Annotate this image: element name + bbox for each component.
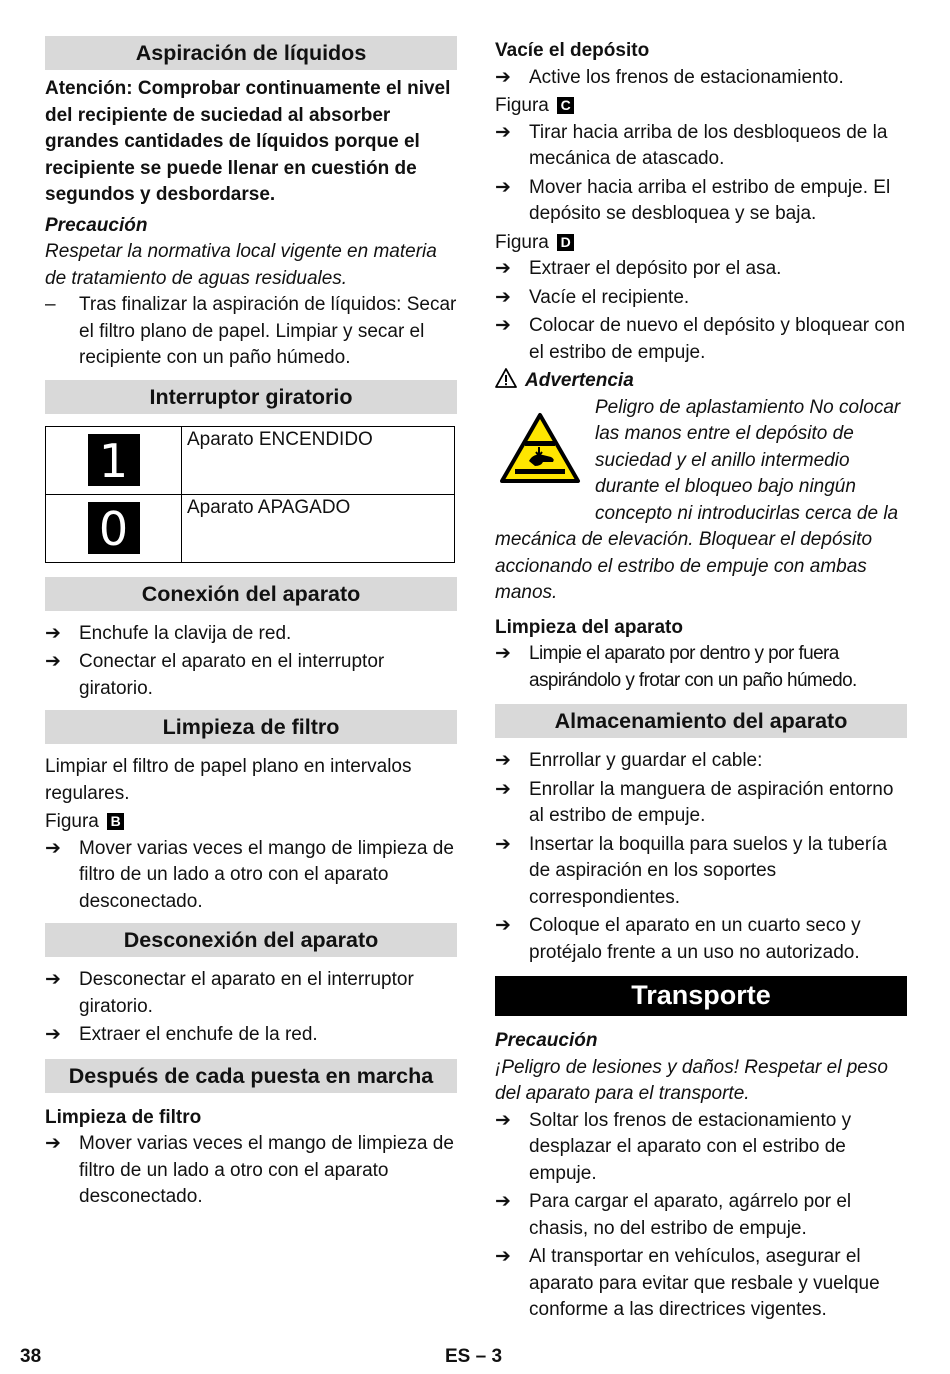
figure-label: Figura (495, 231, 549, 253)
arrow-right-icon: ➔ (495, 315, 511, 336)
list-item (495, 65, 907, 92)
list-item-text: Mover hacia arriba el estribo de empuje. El depósito se desbloquea y se baja. (529, 176, 891, 224)
list-item-text: Enchufe la clavija de red. (79, 622, 292, 644)
list-item-text: Limpie el aparato por dentro y por fuera aspirándolo y frotar con un paño húmedo. (529, 643, 857, 691)
warning-label: Advertencia (525, 370, 634, 391)
figure-reference (495, 230, 907, 257)
arrow-right-icon: ➔ (45, 837, 61, 859)
section-heading-desconexion: Desconexión del aparato (45, 923, 457, 957)
arrow-right-icon: ➔ (495, 176, 511, 198)
list-item (45, 649, 457, 702)
list-item-text: Enrollar la manguera de aspiración entorno al estribo de empuje. (529, 778, 894, 826)
section-heading-almacenamiento: Almacenamiento del aparato (495, 704, 907, 738)
dash-bullet: – (45, 294, 56, 315)
list-item (495, 777, 907, 830)
list-item-text: Extraer el depósito por el asa. (529, 258, 782, 279)
list-item-text: Para cargar el aparato, agárrelo por el chasis, no del estribo de empuje. (529, 1191, 852, 1239)
arrow-right-icon: ➔ (45, 1133, 61, 1154)
warning-text: Peligro de aplastamiento No colocar las manos entre el depósito de suciedad y el anillo intermedio durante el bloqueo bajo ningún concepto ni introducirlas cerca de la mecánica de elevación. Bloquear el depósito accionando el estribo de empuje con ambas manos. (495, 396, 901, 603)
list-item-text: Extraer el enchufe de la red. (79, 1024, 318, 1045)
switch-off-symbol: 0 (88, 502, 140, 554)
switch-label-cell: Aparato ENCENDIDO (182, 426, 455, 494)
arrow-right-icon: ➔ (495, 643, 511, 664)
hand-crush-hazard-icon (495, 403, 585, 511)
caution-label: Precaución (45, 214, 148, 236)
list-item-text: Colocar de nuevo el depósito y bloquear con el estribo de empuje. (529, 315, 906, 363)
list-item-text: Mover varias veces el mango de limpieza de filtro de un lado a otro con el aparato desconectado. (79, 1133, 454, 1207)
list-item-text: Soltar los frenos de estacionamiento y desplazar el aparato con el estribo de empuje. (529, 1109, 852, 1184)
list-item (495, 1189, 907, 1242)
warning-triangle-icon (495, 368, 517, 388)
list-item-text: Enrrollar y guardar el cable: (529, 750, 763, 771)
section-heading-despues: Después de cada puesta en marcha (45, 1059, 457, 1093)
list-item (45, 1022, 457, 1049)
list-item (495, 175, 907, 228)
warning-heading (495, 368, 907, 395)
section-heading-aspiracion: Aspiración de líquidos (45, 36, 457, 70)
left-column (45, 36, 457, 1213)
list-item (495, 256, 907, 283)
switch-on-symbol: 1 (88, 434, 140, 486)
list-item-text: Vacíe el recipiente. (529, 286, 690, 308)
figure-letter-badge: C (557, 97, 574, 114)
switch-table (45, 426, 455, 563)
arrow-right-icon: ➔ (495, 750, 511, 771)
filter-text: Limpiar el filtro de papel plano en intervalos regulares. (45, 756, 412, 804)
table-row (46, 426, 455, 494)
list-item (495, 313, 907, 366)
arrow-right-icon: ➔ (495, 121, 511, 143)
language-page-indicator: ES – 3 (445, 1346, 503, 1367)
subheading-vacie: Vacíe el depósito (495, 40, 650, 61)
arrow-right-icon: ➔ (45, 622, 61, 644)
arrow-right-icon: ➔ (495, 778, 511, 800)
list-item-text: Active los frenos de estacionamiento. (529, 66, 844, 88)
arrow-right-icon: ➔ (495, 1246, 511, 1267)
arrow-right-icon: ➔ (495, 258, 511, 279)
warning-block (495, 395, 907, 607)
figure-label: Figura (45, 811, 99, 832)
arrow-right-icon: ➔ (45, 651, 61, 672)
switch-symbol-cell (46, 426, 182, 494)
section-heading-limpieza-filtro: Limpieza de filtro (45, 710, 457, 744)
section-heading-interruptor: Interruptor giratorio (45, 380, 457, 414)
list-item (495, 1108, 907, 1188)
list-item (45, 621, 457, 648)
list-item-text: Mover varias veces el mango de limpieza de filtro de un lado a otro con el aparato desconectado. (79, 837, 454, 912)
arrow-right-icon: ➔ (495, 66, 511, 88)
list-item (495, 120, 907, 173)
list-item (495, 832, 907, 912)
table-row (46, 494, 455, 562)
attention-text: Atención: Comprobar continuamente el nivel del recipiente de suciedad al absorber grandes cantidades de líquidos porque el recipiente se puede llenar en cuestión de segundos y desbordarse. (45, 78, 451, 205)
caution-label: Precaución (495, 1030, 598, 1051)
dash-item-text: Tras finalizar la aspiración de líquidos: Secar el filtro plano de papel. Limpiar y secar el recipiente con un paño húmedo. (79, 294, 457, 368)
right-column (495, 36, 907, 1326)
figure-label: Figura (495, 95, 549, 116)
list-item-text: Coloque el aparato en un cuarto seco y protéjalo frente a un uso no autorizado. (529, 915, 861, 963)
list-item (495, 748, 907, 775)
list-item-text: Insertar la boquilla para suelos y la tubería de aspiración en los soportes correspondientes. (529, 833, 888, 908)
section-heading-transporte: Transporte (495, 976, 907, 1016)
list-item (45, 836, 457, 916)
list-item (495, 913, 907, 966)
switch-symbol-cell (46, 494, 182, 562)
list-item (495, 1244, 907, 1324)
switch-label-cell: Aparato APAGADO (182, 494, 455, 562)
list-item-text: Al transportar en vehículos, asegurar el aparato para evitar que resbale y vuelque conforme a las directrices vigentes. (529, 1246, 880, 1320)
caution-text: ¡Peligro de lesiones y daños! Respetar el peso del aparato para el transporte. (495, 1056, 888, 1104)
arrow-right-icon: ➔ (495, 833, 511, 855)
arrow-right-icon: ➔ (495, 1191, 511, 1212)
section-heading-conexion: Conexión del aparato (45, 577, 457, 611)
list-item (45, 967, 457, 1020)
list-item (495, 641, 907, 694)
list-item-text: Tirar hacia arriba de los desbloqueos de la mecánica de atascado. (529, 121, 888, 169)
page-number: 38 (20, 1346, 42, 1367)
list-item (495, 285, 907, 312)
figure-reference (45, 809, 457, 836)
figure-reference (495, 93, 907, 120)
arrow-right-icon: ➔ (45, 1024, 61, 1045)
figure-letter-badge: D (557, 234, 574, 251)
dash-list-item (45, 292, 457, 372)
subheading-limpieza-aparato: Limpieza del aparato (495, 616, 683, 638)
arrow-right-icon: ➔ (495, 915, 511, 936)
subheading-limpieza-filtro: Limpieza de filtro (45, 1106, 202, 1128)
caution-text: Respetar la normativa local vigente en materia de tratamiento de aguas residuales. (45, 241, 437, 289)
arrow-right-icon: ➔ (45, 969, 61, 990)
arrow-right-icon: ➔ (495, 286, 511, 308)
figure-letter-badge: B (107, 813, 124, 830)
list-item-text: Conectar el aparato en el interruptor giratorio. (79, 651, 385, 699)
list-item (45, 1131, 457, 1211)
arrow-right-icon: ➔ (495, 1109, 511, 1131)
list-item-text: Desconectar el aparato en el interruptor giratorio. (79, 969, 414, 1017)
